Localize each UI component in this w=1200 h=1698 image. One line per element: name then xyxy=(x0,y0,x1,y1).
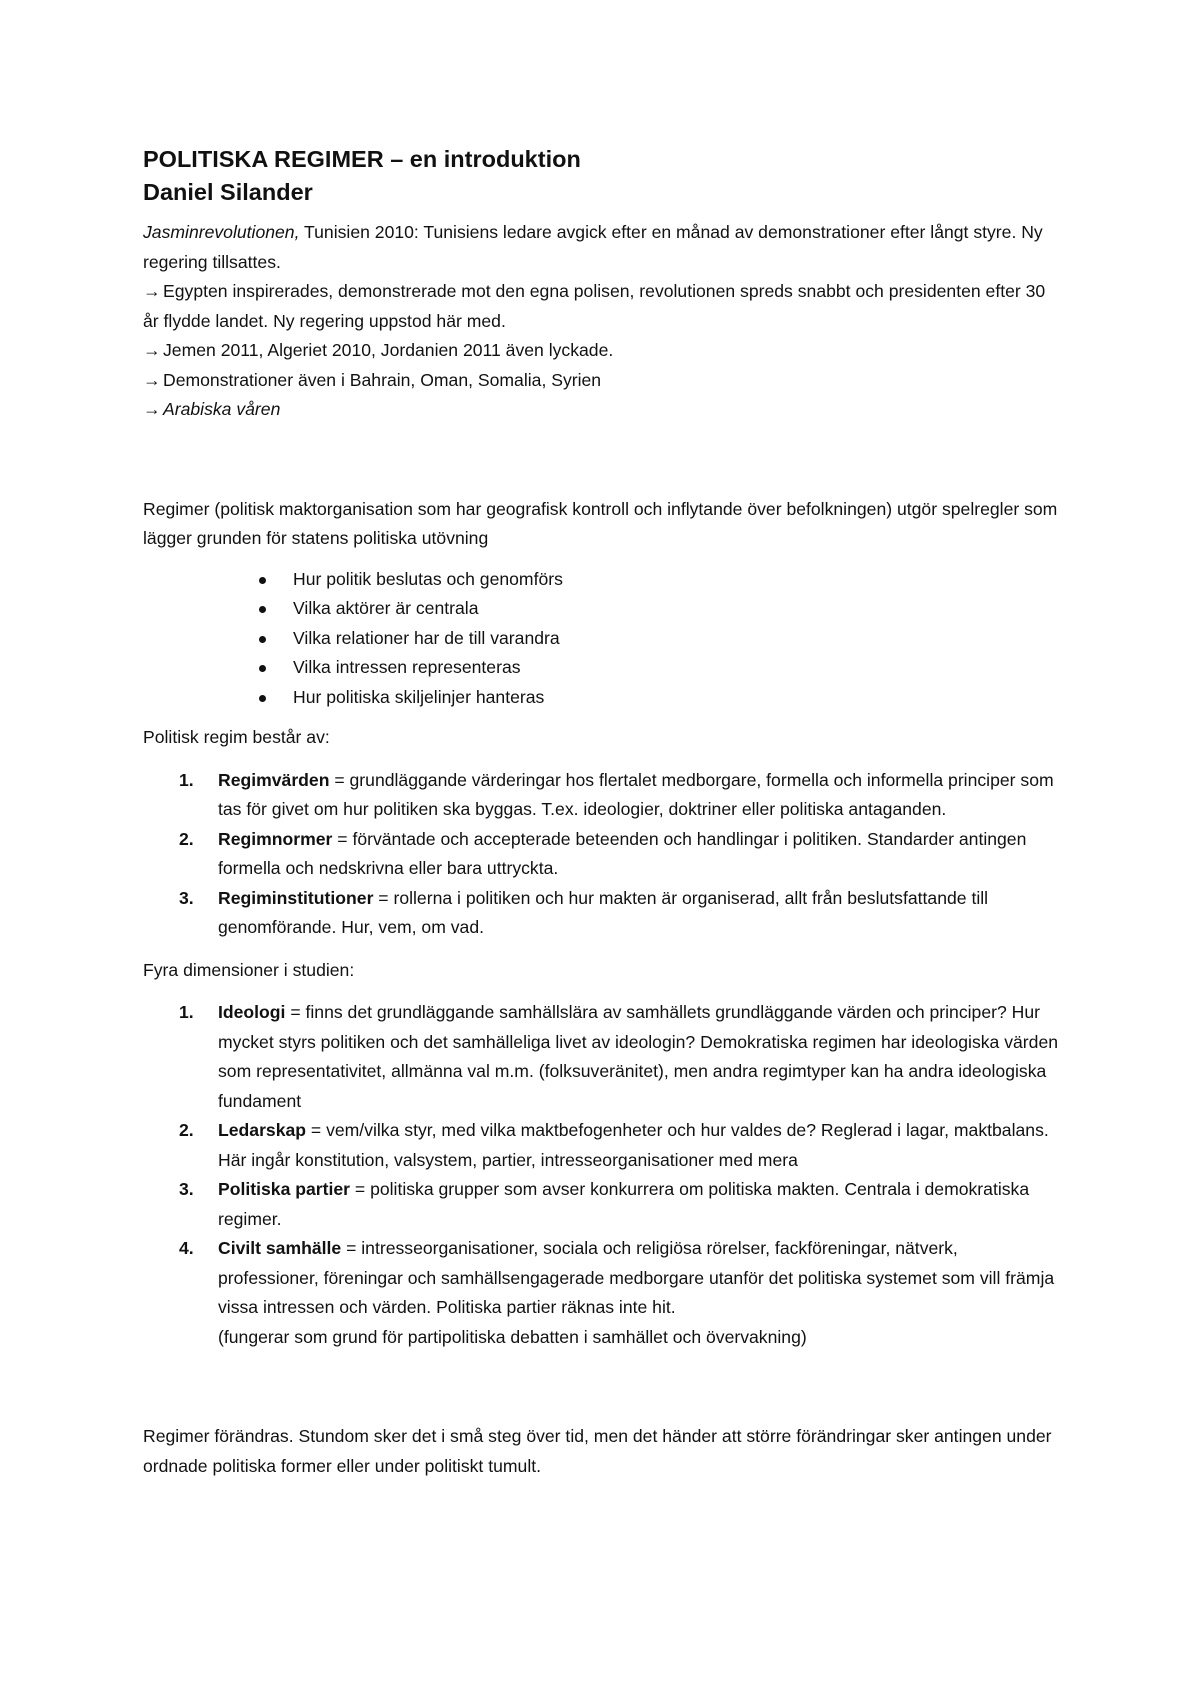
regimes-bullet-list xyxy=(143,565,1063,713)
arrow-line xyxy=(143,395,1063,425)
consists-heading: Politisk regim består av: xyxy=(143,727,330,747)
item-number: 1. xyxy=(179,769,194,790)
item-number: 2. xyxy=(179,1120,194,1140)
bullet-item: Vilka intressen representeras xyxy=(251,653,1063,683)
author-name: Daniel Silander xyxy=(143,179,313,205)
bullet-item: Hur politiska skiljelinjer hanteras xyxy=(251,683,1063,713)
intro-section xyxy=(143,218,1063,425)
bullet-item: Vilka relationer har de till varandra xyxy=(251,624,1063,654)
bullet-item: Hur politik beslutas och genomförs xyxy=(251,565,1063,595)
arrow-line-text: Jemen 2011, Algeriet 2010, Jordanien 2011 även lyckade. xyxy=(163,340,614,360)
item-term: Regimvärden xyxy=(218,769,330,790)
arrow-right-icon: → xyxy=(143,399,161,419)
item-number: 3. xyxy=(179,1179,194,1199)
numbered-item xyxy=(143,1175,1063,1234)
regimes-section xyxy=(143,495,1063,713)
item-number: 1. xyxy=(179,1002,194,1022)
item-term: Civilt samhälle xyxy=(218,1238,342,1258)
item-number: 2. xyxy=(179,828,194,849)
dimensions-heading: Fyra dimensioner i studien: xyxy=(143,959,355,980)
item-term: Regimnormer xyxy=(218,828,333,849)
intro-paragraph xyxy=(143,218,1063,277)
bullet-item: Vilka aktörer är centrala xyxy=(251,594,1063,624)
intro-italic-lead: Jasminrevolutionen, xyxy=(143,222,300,242)
arrow-line-text: Demonstrationer även i Bahrain, Oman, Somalia, Syrien xyxy=(163,369,602,390)
closing-paragraph: Regimer förändras. Stundom sker det i små steg över tid, men det händer att större förändringar sker antingen under ordnade politiska former eller under politiskt tumult. xyxy=(143,1426,1052,1476)
numbered-item xyxy=(143,1116,1063,1175)
item-term: Ledarskap xyxy=(218,1120,307,1140)
numbered-item xyxy=(143,884,1063,943)
item-term: Ideologi xyxy=(218,1002,286,1022)
arrow-right-icon: → xyxy=(143,281,161,301)
item-text: = politiska grupper som avser konkurrera om politiska makten. Centrala i demokratiska regimer. xyxy=(218,1179,1030,1229)
numbered-item xyxy=(143,1234,1063,1352)
item-text: = förväntade och accepterade beteenden och handlingar i politiken. Standarder antingen formella och nedskrivna eller bara uttryckta. xyxy=(218,828,1027,878)
consists-section xyxy=(143,723,1063,943)
numbered-item xyxy=(143,825,1063,884)
item-number: 3. xyxy=(179,887,194,908)
dimensions-numbered-list xyxy=(143,998,1063,1352)
arrow-line xyxy=(143,277,1063,336)
item-term: Regiminstitutioner xyxy=(218,887,374,908)
document-page xyxy=(143,143,1063,1481)
arrow-line-italic: Arabiska våren xyxy=(163,399,281,419)
numbered-item xyxy=(143,766,1063,825)
item-text: = rollerna i politiken och hur makten är organiserad, allt från beslutsfattande till genomförande. Hur, vem, om vad. xyxy=(218,887,989,937)
numbered-item xyxy=(143,998,1063,1116)
arrow-right-icon: → xyxy=(143,340,161,360)
item-extra-text: (fungerar som grund för partipolitiska debatten i samhället och övervakning) xyxy=(218,1326,807,1347)
arrow-line-text: Egypten inspirerades, demonstrerade mot den egna polisen, revolutionen spreds snabbt och presidenten efter 30 år flydde landet. Ny regering uppstod här med. xyxy=(143,281,1046,331)
item-term: Politiska partier xyxy=(218,1179,351,1199)
consists-numbered-list xyxy=(143,766,1063,943)
item-text: = vem/vilka styr, med vilka maktbefogenheter och hur valdes de? Reglerad i lagar, maktbalans. Här ingår konstitution, valsystem, partier, intresseorganisationer med mera xyxy=(218,1120,1049,1170)
arrow-line xyxy=(143,366,1063,396)
regimes-definition: Regimer (politisk maktorganisation som har geografisk kontroll och inflytande över befolkningen) utgör spelregler som lägger grunden för statens politiska utövning xyxy=(143,498,1058,548)
dimensions-section xyxy=(143,956,1063,1353)
arrow-right-icon: → xyxy=(143,369,161,390)
item-text: = intresseorganisationer, sociala och religiösa rörelser, fackföreningar, nätverk, professioner, föreningar och samhällsengagerade medborgare utanför det politiska systemet som vill främja vissa intressen och värden. Politiska partier räknas inte hit. xyxy=(218,1238,1055,1317)
item-text: = finns det grundläggande samhällslära av samhällets grundläggande värden och principer? Hur mycket styrs politiken och det samhälleliga livet av ideologin? Demokratiska regimen har ideologiska värden som representativitet, allmänna val m.m. (folksuveränitet), men andra regimtyper kan ha andra ideologiska fundament xyxy=(218,1002,1059,1111)
document-title: POLITISKA REGIMER – en introduktion xyxy=(143,146,581,172)
intro-text: Tunisien 2010: Tunisiens ledare avgick efter en månad av demonstrationer efter långt styre. Ny regering tillsattes. xyxy=(143,222,1043,272)
item-number: 4. xyxy=(179,1238,194,1258)
arrow-line xyxy=(143,336,1063,366)
item-text: = grundläggande värderingar hos flertalet medborgare, formella och informella principer som tas för givet om hur politiken ska byggas. T.ex. ideologier, doktriner eller politiska antaganden. xyxy=(218,769,1054,819)
